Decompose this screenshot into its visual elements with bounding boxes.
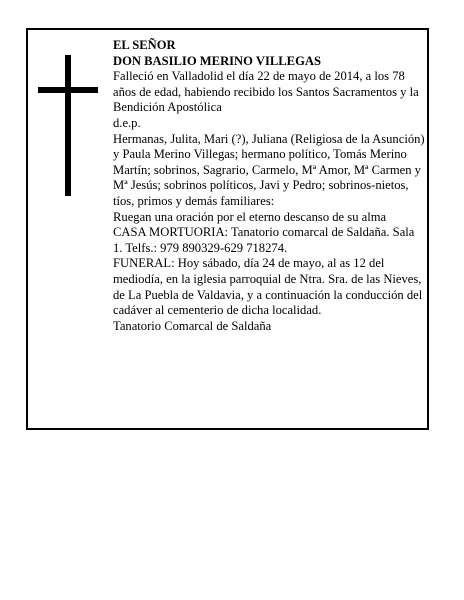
prayer-line: Ruegan una oración por el eterno descanso de su alma [113,209,387,224]
dep-line: d.e.p. [113,115,141,130]
title-line-1: EL SEÑOR [113,38,176,52]
funeral-paragraph: FUNERAL: Hoy sábado, día 24 de mayo, al as 12 del mediodía, en la iglesia parroquial de Ntra. Sra. de las Nieves, de La Puebla de Valdavia, y a continuación la conducción del cadáver al cementerio de dicha localidad. [113,256,423,318]
cross-vertical-bar [65,55,71,196]
death-paragraph: Falleció en Valladolid el día 22 de mayo de 2014, a los 78 años de edad, habiendo recibido los Santos Sacramentos y la Bendición Apostólica [113,69,419,115]
deceased-name: DON BASILIO MERINO VILLEGAS [113,53,321,68]
family-paragraph: Hermanas, Julita, Mari (?), Juliana (Religiosa de la Asunción) y Paula Merino Villegas; hermano político, Tomás Merino Martín; sobrinos, Sagrario, Carmelo, Mª Amor, Mª Carmen y Mª Jesús; sobrinos políticos, Javi y Pedro; sobrinos-nietos, tíos, primos y demás familiares: [113,131,425,208]
obituary-text [113,38,425,334]
signature-line: Tanatorio Comarcal de Saldaña [113,318,272,333]
cross-horizontal-bar [38,87,98,93]
casa-mortuoria-paragraph: CASA MORTUORIA: Tanatorio comarcal de Saldaña. Sala 1. Telfs.: 979 890329-629 718274. [113,225,415,255]
